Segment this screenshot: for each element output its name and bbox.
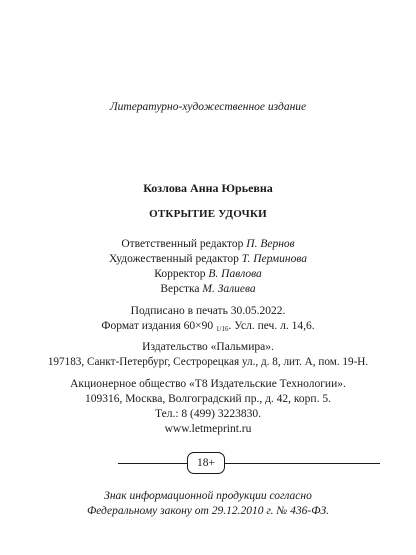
credit-line: [0, 282, 416, 296]
age-rating-badge: 18+: [187, 452, 225, 474]
printer-name: Акционерное общество «Т8 Издательские Технологии».: [70, 378, 346, 390]
series-note: Литературно-художественное издание: [109, 101, 307, 113]
format-fraction: 1/16: [216, 325, 229, 333]
credit-role: Верстка: [160, 283, 200, 295]
credit-line: [0, 267, 416, 281]
credit-line: [0, 237, 416, 251]
credit-name: Т. Перминова: [241, 253, 308, 265]
publisher-address: 197183, Санкт-Петербург, Сестрорецкая ул., д. 8, лит. А, пом. 19-Н.: [47, 356, 369, 368]
divider-right: [225, 463, 380, 464]
credit-role: Художественный редактор: [108, 253, 239, 265]
legal-note-line-2: Федеральному закону от 29.12.2010 г. № 436-ФЗ.: [86, 505, 330, 517]
format-prefix: Формат издания 60×90: [101, 320, 214, 332]
divider-left: [118, 463, 187, 464]
printer-address: 109316, Москва, Волгоградский пр., д. 42, корп. 5.: [85, 393, 331, 405]
credit-name: П. Вернов: [246, 238, 295, 250]
print-format: [0, 319, 416, 336]
book-title: ОТКРЫТИЕ УДОЧКИ: [149, 208, 267, 220]
author-name: Козлова Анна Юрьевна: [143, 181, 273, 195]
credit-role: Ответственный редактор: [121, 238, 244, 250]
printer-phone: Тел.: 8 (499) 3223830.: [155, 408, 261, 420]
credit-role: Корректор: [154, 268, 206, 280]
printer-website: www.letmeprint.ru: [164, 423, 252, 435]
legal-note-line-1: Знак информационной продукции согласно: [104, 490, 312, 502]
signed-date: Подписано в печать 30.05.2022.: [130, 305, 286, 317]
publisher-name: Издательство «Пальмира».: [142, 341, 274, 353]
credit-name: М. Залиева: [202, 283, 256, 295]
credit-line: [0, 252, 416, 266]
credit-name: В. Павлова: [208, 268, 262, 280]
format-suffix: . Усл. печ. л. 14,6.: [228, 320, 315, 332]
